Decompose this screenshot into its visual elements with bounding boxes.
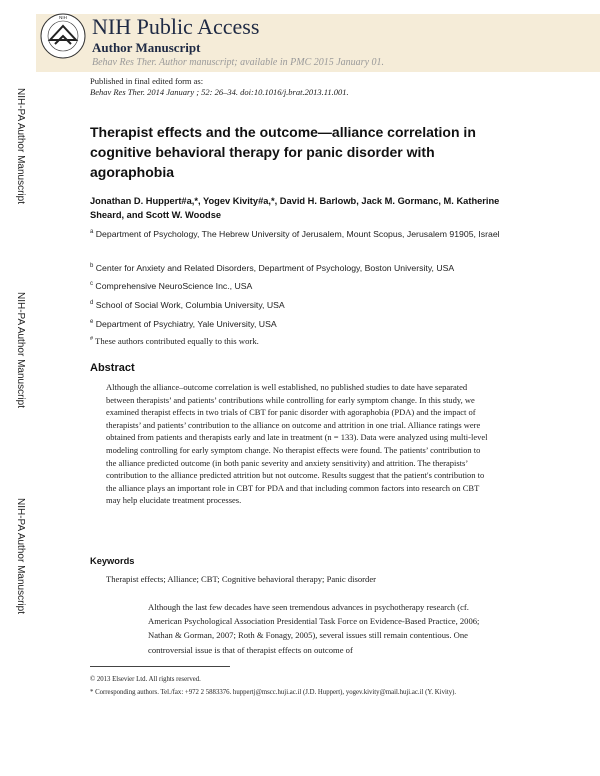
keywords-heading: Keywords [90,556,135,566]
author-list [90,194,520,222]
affiliation-a: $^a$ Department of Psychology, The Hebrew University of Jerusalem, Mount Scopus, Jerusalem 91905, Israel [90,228,500,239]
equal-contribution-note: # These authors contributed equally to this work. [90,336,259,346]
side-label-middle: NIH-PA Author Manuscript [15,292,26,408]
corresponding-note: * Corresponding authors. Tel./fax: +972 2 5883376. huppertj@mscc.huji.ac.il (J.D. Huppert), yogev.kivity@mail.huji.ac.il (Y. Kivity). [90,689,457,696]
footnote-rule [90,666,230,667]
svg-text:NIH: NIH [59,15,67,20]
copyright-note: © 2013 Elsevier Ltd. All rights reserved. [90,676,201,683]
intro-paragraph: Although the last few decades have seen tremendous advances in psychotherapy research (cf. American Psychological Association Presidential Task Force on Evidence-Based Practice, 2006; Nathan & Gorman, 2007; Roth & Fonagy, 2005), several issues still remain contentious. One controversial issue is that of therapist effects on outcome of [148,602,480,655]
keywords-text: Therapist effects; Alliance; CBT; Cognitive behavioral therapy; Panic disorder [106,574,376,584]
abstract-text: Although the alliance–outcome correlation is well established, no published studies to date have separated between therapists’ and patients’ contributions while controlling for early symptom change. In this study, we examined therapist effects in two trials of CBT for panic disorder with agoraphobia (PDA) and the impact of therapists’ and patients’ contribution to the alliance on outcome and attrition in one trial. Alliance ratings were obtained from patients and therapists early and late in treatment (n = 133). Data were analyzed using multi-level modeling controlling for early symptom change. No therapist effects were found. The patients’ contribution to the alliance predicted outcome (in both panic severity and anxiety sensitivity) and attrition. The therapists’ contribution to the alliance predicted attrition but not outcome. Results suggest that the patient's contribution to the alliance plays an important role in CBT for PDA and that including common factors into research on CBT may help elucidate treatment processes. [106,382,488,506]
publication-info [90,76,349,98]
affiliation-b: $^b$ Center for Anxiety and Related Disorders, Department of Psychology, Boston University, USA [90,262,455,273]
availability-line: Behav Res Ther. Author manuscript; available in PMC 2015 January 01. [92,57,385,68]
citation: Behav Res Ther. 2014 January ; 52: 26–34. doi:10.1016/j.brat.2013.11.001. [90,87,349,97]
affiliation-e: $^e$ Department of Psychiatry, Yale University, USA [90,318,277,329]
nih-public-access-title: NIH Public Access [92,14,260,39]
abstract-heading: Abstract [90,362,135,374]
side-label-top: NIH-PA Author Manuscript [15,88,26,204]
affiliation-c: $^c$ Comprehensive NeuroScience Inc., USA [90,280,253,291]
author-manuscript-label: Author Manuscript [92,40,201,55]
authors-line-1: Jonathan D. Huppert#a,*, Yogev Kivity#a,*, David H. Barlowb, Jack M. Gormanc, M. Katherine [90,196,500,206]
published-label: Published in final edited form as: [90,76,204,86]
authors-line-2: Sheard, and Scott W. Woodse [90,210,222,220]
side-label-bottom: NIH-PA Author Manuscript [15,498,26,614]
affiliation-d: $^d$ School of Social Work, Columbia University, USA [90,299,285,310]
article-title: Therapist effects and the outcome—alliance correlation in cognitive behavioral therapy for panic disorder with agoraphobia [90,124,476,180]
nih-seal-icon [38,10,88,66]
